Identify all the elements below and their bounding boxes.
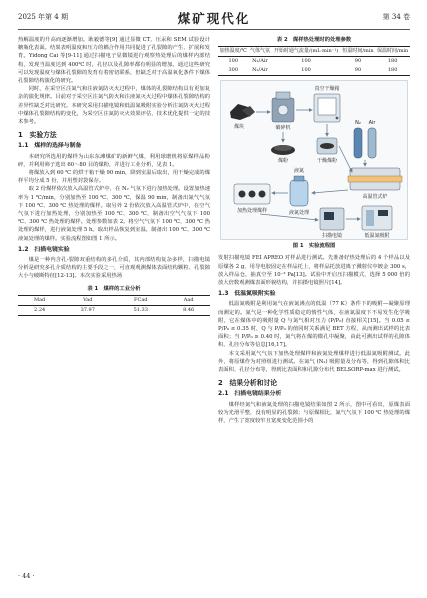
table-header-cell: Aad [167,295,210,305]
label-vacuum-dryer: 真空干燥箱 [314,86,340,93]
label-crusher: 破碎机 [275,125,291,132]
flowchart-svg [220,80,408,240]
table-cell: 2.24 [34,306,46,313]
table-cell: N₂/Air [252,67,268,74]
label-liquid-n2: 液氮处理 [288,210,310,217]
body-paragraph: 煤是一种内含孔-裂隙双重结构的多孔介质，其内部结构复杂多样，扫描电镜分析是研究多孔介质结构的主要手段之一，可直观观测煤体表面结构颗粒、孔裂隙大小与破断特征[12-13]。本次实验采用热场 [18,257,210,280]
volume-label: 第 34 卷 [382,13,410,21]
nitrogen-adsorption-icon [362,206,392,230]
body-paragraph: 发射扫描电镜 FEI APREO 对样品进行测试。先准备好热处理后的 4 个样品以及原煤各 2 g，用导电胶固定在样品托上，将样品托放进离子溅射仪中镀金 300 s，放入样品仓，抽真空至 10⁻³ Pa[13]。试验中开启压扫描模式，选择 5 000 倍的放大倍数观测煤表面形貌结构，并拍摄电镜照片[14]。 [218,255,410,287]
body-paragraph: 本研究所选用的煤样为山东东滩煤矿的新鲜气煤，利用球磨机将原煤样品粉碎，并利用筛子选出 60～80 目的煤粉，并进行工业分析，见表 1。 [18,153,210,168]
table-header-cell: 保温时间/min [375,47,410,57]
journal-title: 煤矿现代化 [177,11,251,26]
table-header-cell: 恒温时间/min [341,47,376,57]
body-paragraph: 低温氮吸附是利用氮气在液氮沸点的低温（77 K）条件下的吸附—凝聚原理而测定的。氮气是一种化学性质稳定的惰性气体，在液氮温度下不易发生化学吸附，它在煤体中的吸附量 Q 与氮气相对压力 (P/P₀) 直接相关[15]。当 0.05 ≤ P/P₀ ≤ 0.35 时，Q 与 P/P₀ 的值同时关系满足 BET 方程，从而测出试样的比表面积；当 P/P₀ ≥ 0.40 时，氮气将在煤的微孔中凝聚，由此可测出试样的孔隙体积、孔径分布等信息[16,17]。 [218,301,410,349]
table-header-cell: Mad [18,295,61,305]
experiment-flowchart [220,80,408,240]
label-air: Air [368,120,376,127]
label-sem: 扫描电镜 [321,233,343,240]
table-caption: 表 1 煤样的工业分析 [87,285,141,292]
label-heated-coal: 加热处理煤样 [236,208,268,215]
treatment-parameters-table [218,46,410,76]
sem-instrument-icon [320,208,344,230]
table-header-cell: 加热温度/℃ [218,47,249,57]
tube-furnace-icon [348,168,402,190]
proximate-analysis-table [18,295,210,316]
label-liquid-n2-top: 液氮 [293,168,305,175]
table-cell: 180 [387,58,398,65]
body-paragraph: 同时，在采空区注氮气和注液氮防灭火过程中，煤体的孔裂隙结构具有更加复杂的演化规律。目前对于采空区注氮气防火和注液氮灭火过程中煤体孔裂隙结构的差异性缺乏对比研究。本研究采用扫描电镜和低温氮吸附实验分析注氮防灭火过程中煤体孔裂隙结构的变化，为采空区注氮防灭火效果评估、技术优化提供一定的技术参考。 [18,86,210,126]
body-paragraph: 热解温度的升高而逐渐增加。耿毅德等[9] 通过显微 CT、压汞和 SEM 试验设计糖瓶化表面。结果表明温度和压力的耦合作用共同促进了孔裂隙的产生、扩展和发育。Yidong Cai 等[9-11] 通过扫描电子显微镜进行观察热处理后的煤样内部结构，发现当温度达到 400℃ 时，孔径以及孔隙率都有明显的增加。通过这些研究可以发现温度与煤体孔裂隙的发育有着密切联系，但缺乏对于高温氧化条件下煤体孔裂隙结构演化的研究。 [18,37,210,85]
body-paragraph: 将煤放入到 60 ℃ 的烘干箱干燥 90 min，降到室温后取出，用干燥完成的煤样平均分成 5 份，并用塑封袋保存。 [18,170,210,185]
table-cell: 300 [228,67,239,74]
running-header [18,8,410,30]
table-cell: 180 [387,67,398,74]
table-cell: 37.97 [80,306,95,313]
issue-label: 2025 年第 4 期 [18,13,68,21]
page-number: · 44 · [18,572,35,580]
table-caption: 表 2 煤样热处理时的处理参数 [276,37,352,43]
section-heading: 1 实验方法 [18,131,57,140]
table-row [218,57,410,67]
dried-powder-icon [317,138,337,154]
left-column [18,36,210,316]
table-row [18,305,210,315]
coal-powder-icon [271,145,295,155]
table-header-cell: 气体气氛 [249,47,272,57]
section-heading: 2 结果分析和讨论 [218,379,278,388]
body-paragraph: 煤样经氮气和液氮处理的扫描电镜结果如图 2 所示，图中可看出，原煤表面较为光滑平整，没有明显的孔裂隙；与原煤相比，氮气气氛下 100 ℃ 热处理的煤样，产生了宽度较窄且宽度变化范围小的 [218,401,410,425]
subsection-heading: 1.2 扫描电镜实验 [18,246,70,253]
body-paragraph: 取 2 份煤样依次放入高温管式炉中，在 N₂ 气氛下进行加热处理。设置加热速率为 1 ℃/min，分别加热至 100 ℃、300 ℃，保温 90 min，制备出氮气气氛下 100 ℃、300 ℃ 热处理的煤样。取另外 2 份依次放入高温管式炉中，在空气气氛下进行加热处理，分别加热至 100 ℃、300 ℃，制备出空气气氛下 100 ℃、300 ℃ 热处理的煤样。处理参数如表 2。将空气气氛下 100 ℃、300 ℃ 热处理的煤样，进行液氮处理 5 h。取出样品恢复到室温，制备出 100 ℃、300 ℃ 液氮处理的煤样。实验流程图如图 1 所示。 [18,186,210,242]
table-cell: N₂/Air [252,58,268,65]
vacuum-dryer-icon [314,94,340,122]
label-dried-powder: 干燥煤粉 [316,158,338,165]
label-n2: N₂ [355,120,361,127]
heated-coal-icon [234,184,270,204]
table-header-cell: Vad [61,295,114,305]
table-cell: 90 [354,67,362,74]
label-tube-furnace: 高温管式炉 [362,194,388,201]
label-bet: 低温氮吸附 [364,233,390,240]
subsection-heading: 2.1 扫描电镜结果分析 [218,391,282,398]
body-paragraph: 本文采用氮气气氛下加热处理煤样和液氮处理煤样进行低温氮吸附测试。此外，将原煤作为对照组进行测试。在氮气 (N₂) 吸附量及分布等，得到孔隙体积比表面积、孔径分布等，得到比表面积和孔隙分布代 BELSORP-max 进行测试。 [218,350,410,374]
table-row [218,66,410,76]
table-header-cell: 开始时通气流量/(mL·min⁻¹) [271,47,340,57]
table-cell: 100 [301,58,311,65]
label-coal: 煤块 [233,124,245,131]
liquid-n2-dewar-icon [290,176,308,206]
figure-caption: 图 1 实验流程图 [292,243,336,250]
right-column [218,36,410,425]
subsection-heading: 1.3 低温氮吸附实验 [218,291,276,298]
label-coal-powder: 煤粉 [277,158,289,165]
table-cell: 100 [228,58,239,65]
table-cell: 8.46 [183,306,195,313]
table-cell: 90 [354,58,362,65]
table-cell: 51.33 [133,306,148,313]
table-header-cell: FCad [114,295,167,305]
subsection-heading: 1.1 煤样的选择与制备 [18,143,82,150]
n2-cylinder-icon [354,128,362,158]
table-cell: 100 [301,67,311,74]
air-cylinder-icon [368,128,376,158]
